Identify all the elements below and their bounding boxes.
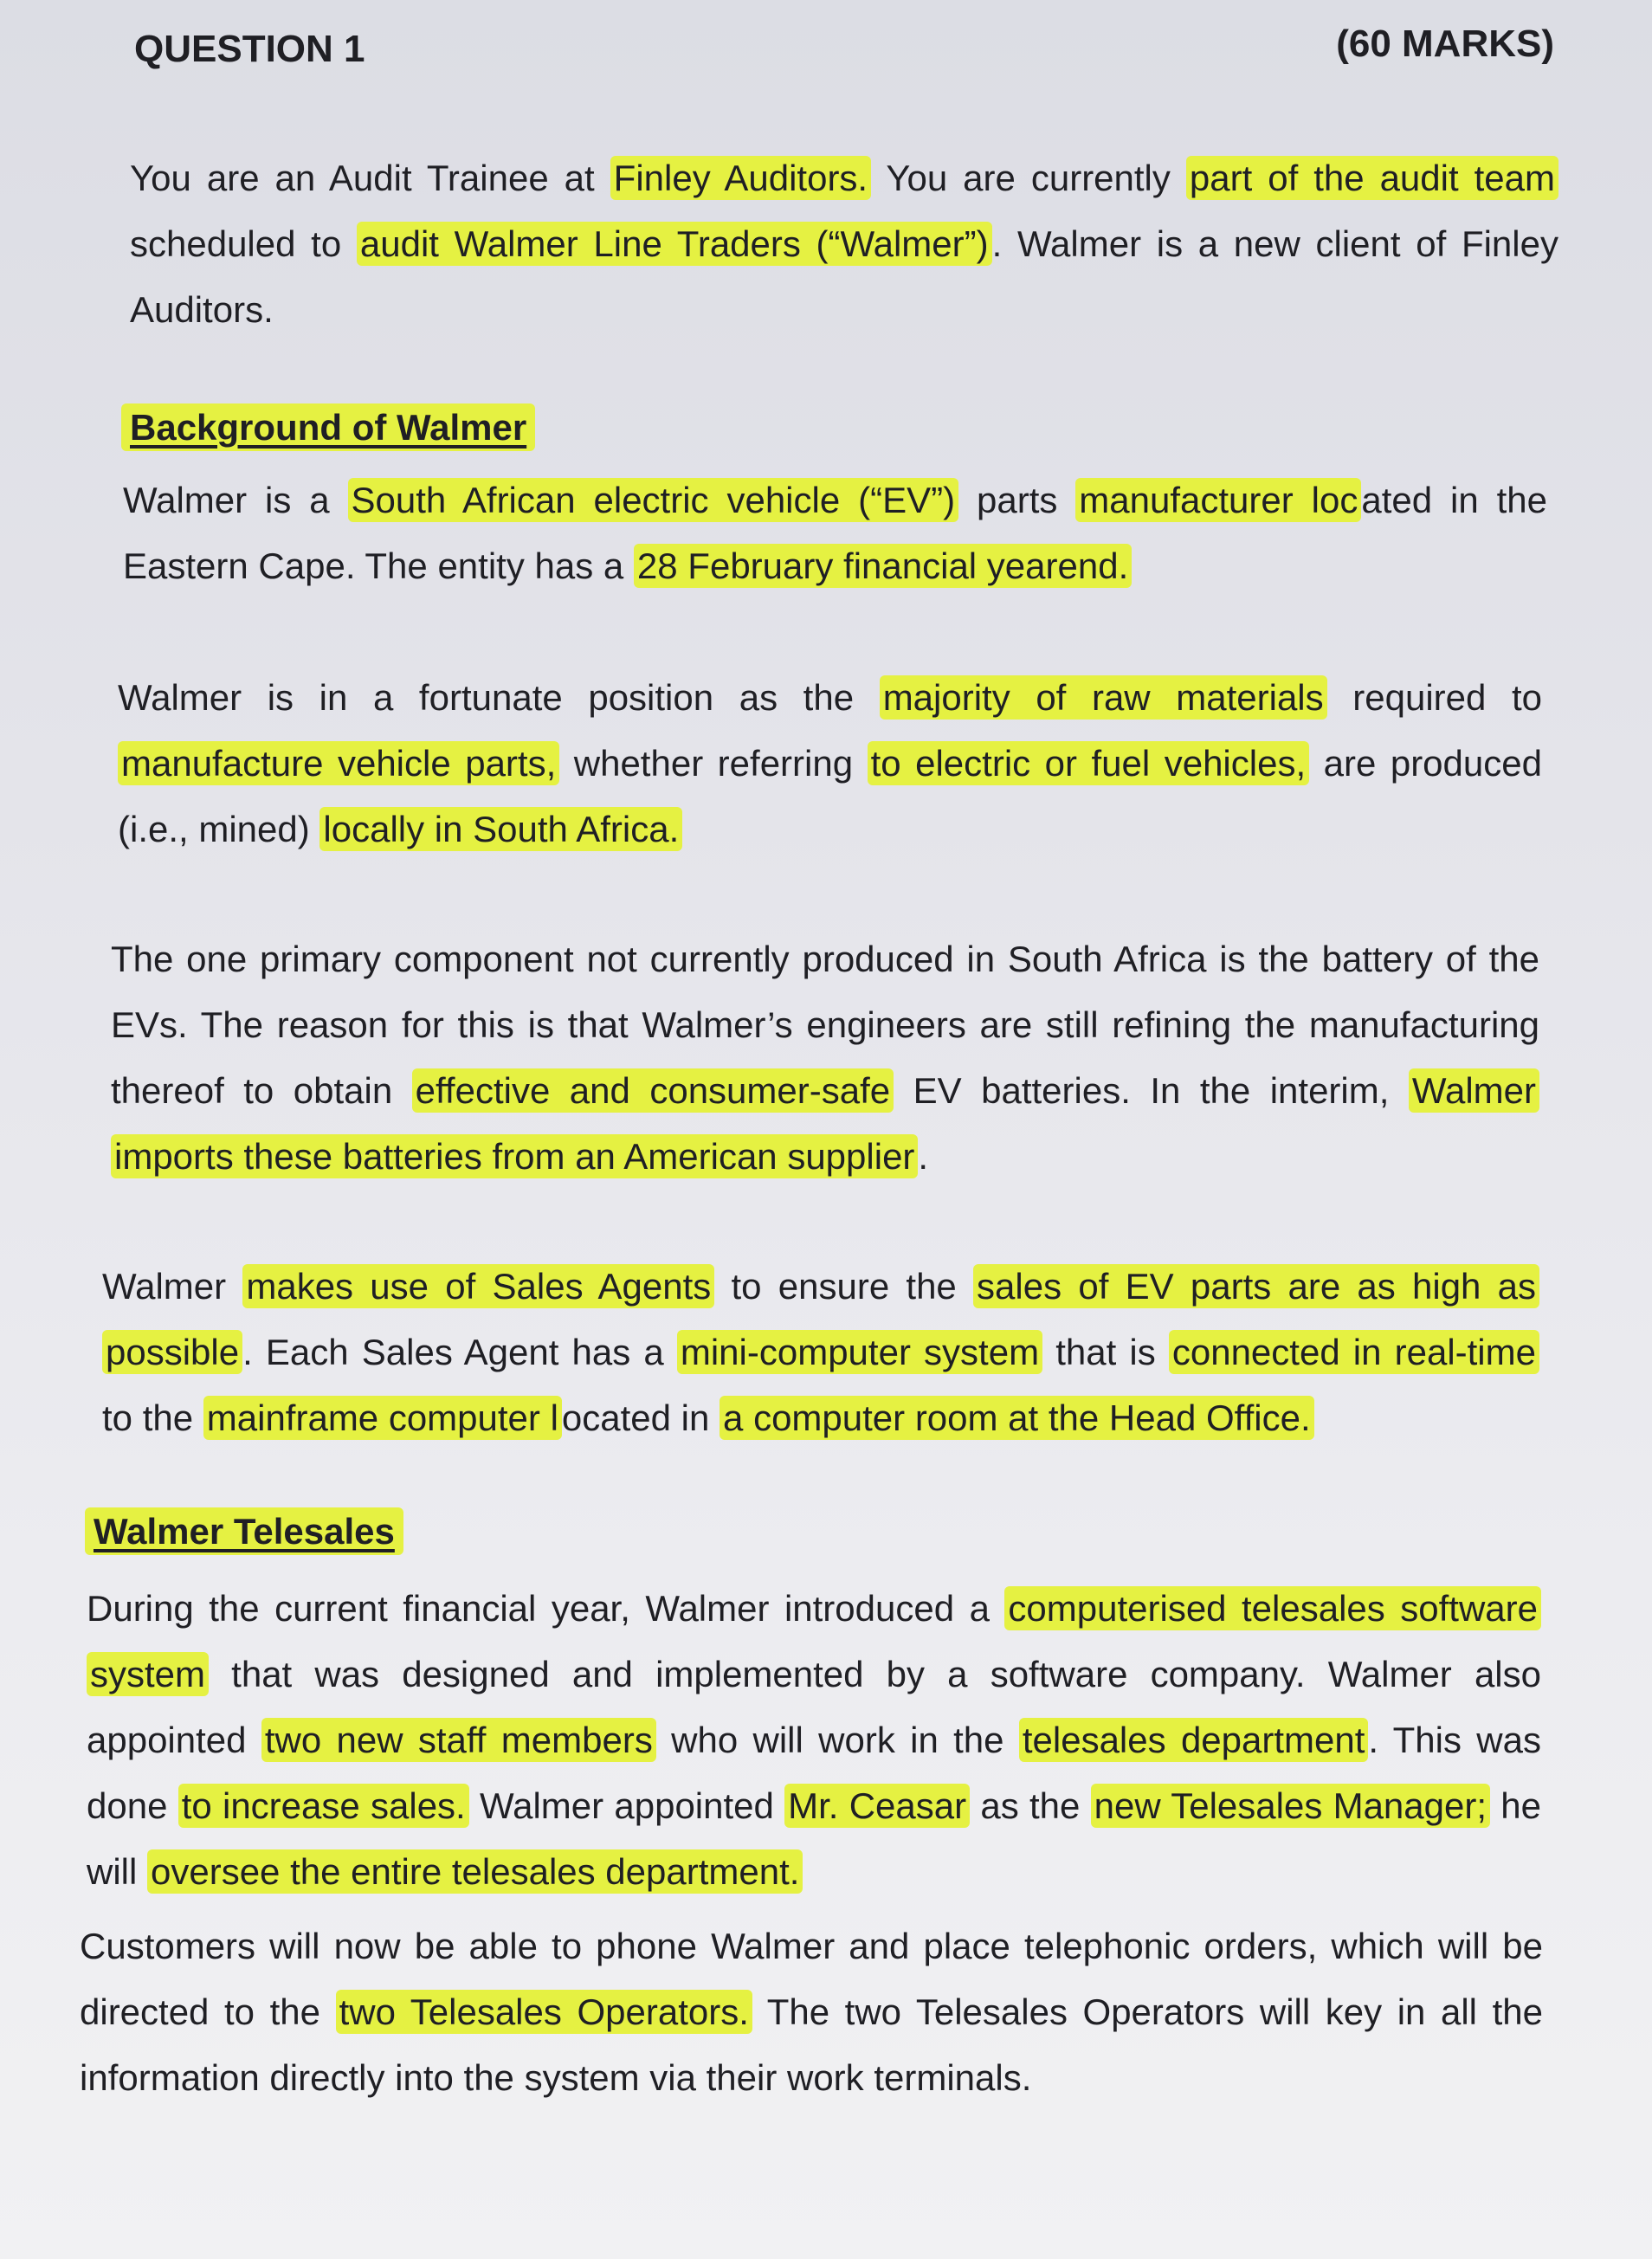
background-paragraph-4 xyxy=(102,1254,1539,1451)
text-run: as the xyxy=(970,1785,1091,1826)
question-header xyxy=(134,19,1554,80)
highlight-run: oversee the entire telesales department. xyxy=(147,1849,803,1894)
text-run: to the xyxy=(102,1397,203,1438)
background-paragraph-2 xyxy=(118,665,1542,862)
highlight-run: manufacture vehicle parts, xyxy=(118,741,559,785)
text-run: Walmer xyxy=(102,1266,243,1307)
text-run: he will xyxy=(87,1785,1541,1892)
text-run: that was designed and implemented by a software company. Walmer also appointed xyxy=(87,1654,1541,1760)
text-run: The two Telesales Operators will key in all the information directly into the system via their work terminals. xyxy=(80,1991,1543,2098)
text-run: that is xyxy=(1042,1332,1169,1372)
highlight-run: mainframe computer l xyxy=(203,1396,562,1440)
question-number: QUESTION 1 xyxy=(134,28,365,70)
highlight-run: sales of EV parts are as high as possible xyxy=(102,1264,1539,1374)
text-run: ated in the Eastern Cape. The entity has a xyxy=(123,480,1547,586)
text-run: You are currently xyxy=(871,158,1186,198)
highlight-run: manufacturer loc xyxy=(1075,478,1361,522)
text-run: to ensure the xyxy=(714,1266,974,1307)
text-run: Walmer appointed xyxy=(468,1785,785,1826)
text-run: scheduled to xyxy=(130,223,357,264)
text-run: are produced (i.e., mined) xyxy=(118,743,1542,849)
text-run: EV batteries. In the interim, xyxy=(894,1070,1409,1111)
heading-highlight: Background of Walmer xyxy=(121,403,535,451)
highlight-run: a computer room at the Head Office. xyxy=(720,1396,1314,1440)
telesales-paragraph-2 xyxy=(80,1914,1543,2111)
question-marks: (60 MARKS) xyxy=(1336,23,1554,65)
highlight-run: South African electric vehicle (“EV”) xyxy=(348,478,959,522)
highlight-run: locally in South Africa. xyxy=(319,807,682,851)
highlight-run: computerised telesales software system xyxy=(87,1586,1541,1696)
highlight-run: Walmer imports these batteries from an American supplier xyxy=(111,1068,1539,1178)
text-run: During the current financial year, Walmer introduced a xyxy=(87,1588,1005,1629)
text-run: required to xyxy=(1326,677,1542,718)
text-run: . xyxy=(918,1136,929,1177)
highlight-run: to electric or fuel vehicles, xyxy=(868,741,1310,785)
text-run: You are an Audit Trainee at xyxy=(130,158,610,198)
highlight-run: two Telesales Operators. xyxy=(336,1990,752,2034)
background-paragraph-3 xyxy=(111,926,1539,1190)
highlight-run: effective and consumer-safe xyxy=(412,1068,894,1113)
text-run: Walmer is a xyxy=(123,480,348,520)
text-run: Walmer is in a fortunate position as the xyxy=(118,677,880,718)
highlight-run: part of the audit team xyxy=(1186,156,1558,200)
text-run: . Walmer is a new client of Finley Auditors. xyxy=(130,223,1558,330)
text-run: ocated in xyxy=(561,1397,720,1438)
telesales-paragraph-1 xyxy=(87,1576,1541,1905)
intro-paragraph xyxy=(130,145,1558,343)
highlight-run: audit Walmer Line Traders (“Walmer”) xyxy=(357,222,992,266)
background-paragraph-1 xyxy=(123,468,1547,599)
highlight-run: majority of raw materials xyxy=(880,675,1327,720)
text-run: parts xyxy=(958,480,1076,520)
highlight-run: telesales department xyxy=(1019,1718,1369,1762)
highlight-run: 28 February financial yearend. xyxy=(634,544,1132,588)
highlight-run: connected in real-time xyxy=(1169,1330,1539,1374)
highlight-run: Finley Auditors. xyxy=(610,156,871,200)
text-run: Customers will now be able to phone Walmer and place telephonic orders, which will be directed to the xyxy=(80,1926,1543,2032)
heading-highlight: Walmer Telesales xyxy=(85,1507,403,1555)
text-run: who will work in the xyxy=(655,1720,1019,1760)
text-run: The one primary component not currently produced in South Africa is the battery of the EVs. The reason for this is that Walmer’s engineers are still refining the manufacturing thereof to obtain xyxy=(111,939,1539,1111)
highlight-run: new Telesales Manager; xyxy=(1091,1784,1490,1828)
section-heading-telesales xyxy=(85,1511,403,1552)
text-run: whether referring xyxy=(559,743,868,784)
text-run: . Each Sales Agent has a xyxy=(242,1332,677,1372)
highlight-run: Mr. Ceasar xyxy=(784,1784,970,1828)
highlight-run: to increase sales. xyxy=(178,1784,469,1828)
text-run: . This was done xyxy=(87,1720,1541,1826)
highlight-run: makes use of Sales Agents xyxy=(242,1264,714,1308)
highlight-run: two new staff members xyxy=(261,1718,656,1762)
section-heading-background xyxy=(121,407,535,449)
highlight-run: mini-computer system xyxy=(677,1330,1042,1374)
